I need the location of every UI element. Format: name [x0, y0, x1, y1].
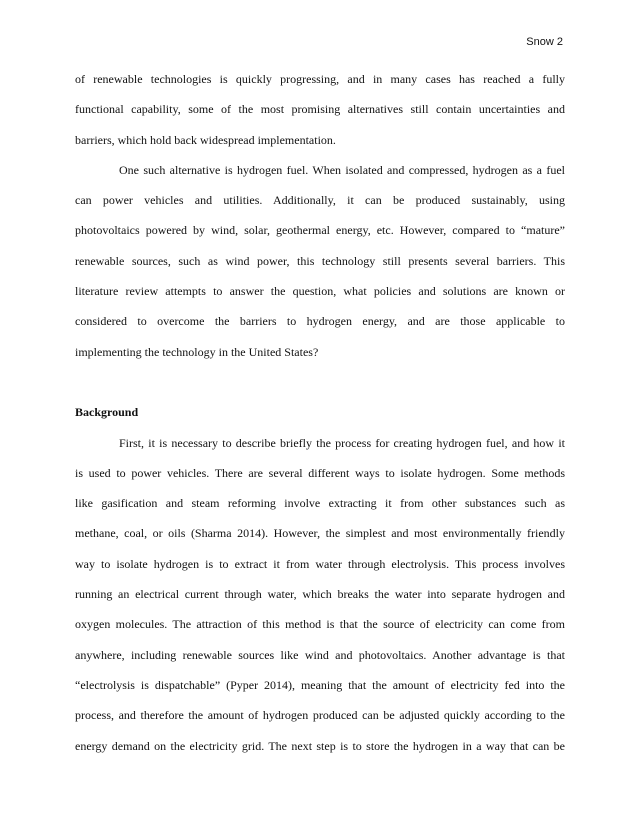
- text-line: photovoltaics powered by wind, solar, geothermal energy, etc. However, compared to “mature”: [75, 223, 565, 238]
- document-body: [75, 64, 565, 761]
- text-line: way to isolate hydrogen is to extract it from water through electrolysis. This process involves: [75, 556, 565, 571]
- blank-line: [75, 367, 565, 397]
- paragraph: [75, 428, 565, 761]
- running-head-page-number: Snow 2: [526, 36, 563, 48]
- text-line: considered to overcome the barriers to hydrogen energy, and are those applicable to: [75, 314, 565, 329]
- text-line: like gasification and steam reforming involve extracting it from other substances such as: [75, 496, 565, 511]
- text-line: “electrolysis is dispatchable” (Pyper 2014), meaning that the amount of electricity fed into the: [75, 677, 565, 692]
- text-line: process, and therefore the amount of hydrogen produced can be adjusted quickly according to the: [75, 708, 565, 723]
- text-line: functional capability, some of the most promising alternatives still contain uncertainties and: [75, 102, 565, 117]
- text-line: is used to power vehicles. There are several different ways to isolate hydrogen. Some methods: [75, 465, 565, 480]
- text-line: can power vehicles and utilities. Additionally, it can be produced sustainably, using: [75, 193, 565, 208]
- paragraph: [75, 155, 565, 367]
- section-heading: Background: [75, 405, 139, 420]
- page-header: [526, 36, 563, 48]
- text-line: anywhere, including renewable sources like wind and photovoltaics. Another advantage is that: [75, 647, 565, 662]
- text-line: of renewable technologies is quickly progressing, and in many cases has reached a fully: [75, 72, 565, 86]
- text-line: First, it is necessary to describe briefly the process for creating hydrogen fuel, and how it: [119, 435, 565, 450]
- text-line: implementing the technology in the United States?: [75, 344, 319, 359]
- text-line: energy demand on the electricity grid. The next step is to store the hydrogen in a way that can be: [75, 738, 565, 753]
- text-line: barriers, which hold back widespread implementation.: [75, 132, 336, 147]
- text-line: oxygen molecules. The attraction of this method is that the source of electricity can come from: [75, 617, 565, 632]
- text-line: One such alternative is hydrogen fuel. When isolated and compressed, hydrogen as a fuel: [119, 162, 565, 177]
- text-line: running an electrical current through water, which breaks the water into separate hydrogen and: [75, 587, 565, 602]
- text-line: methane, coal, or oils (Sharma 2014). However, the simplest and most environmentally friendly: [75, 526, 565, 541]
- text-line: renewable sources, such as wind power, this technology still presents several barriers. This: [75, 253, 565, 268]
- paragraph: [75, 64, 565, 155]
- text-line: literature review attempts to answer the question, what policies and solutions are known or: [75, 284, 565, 299]
